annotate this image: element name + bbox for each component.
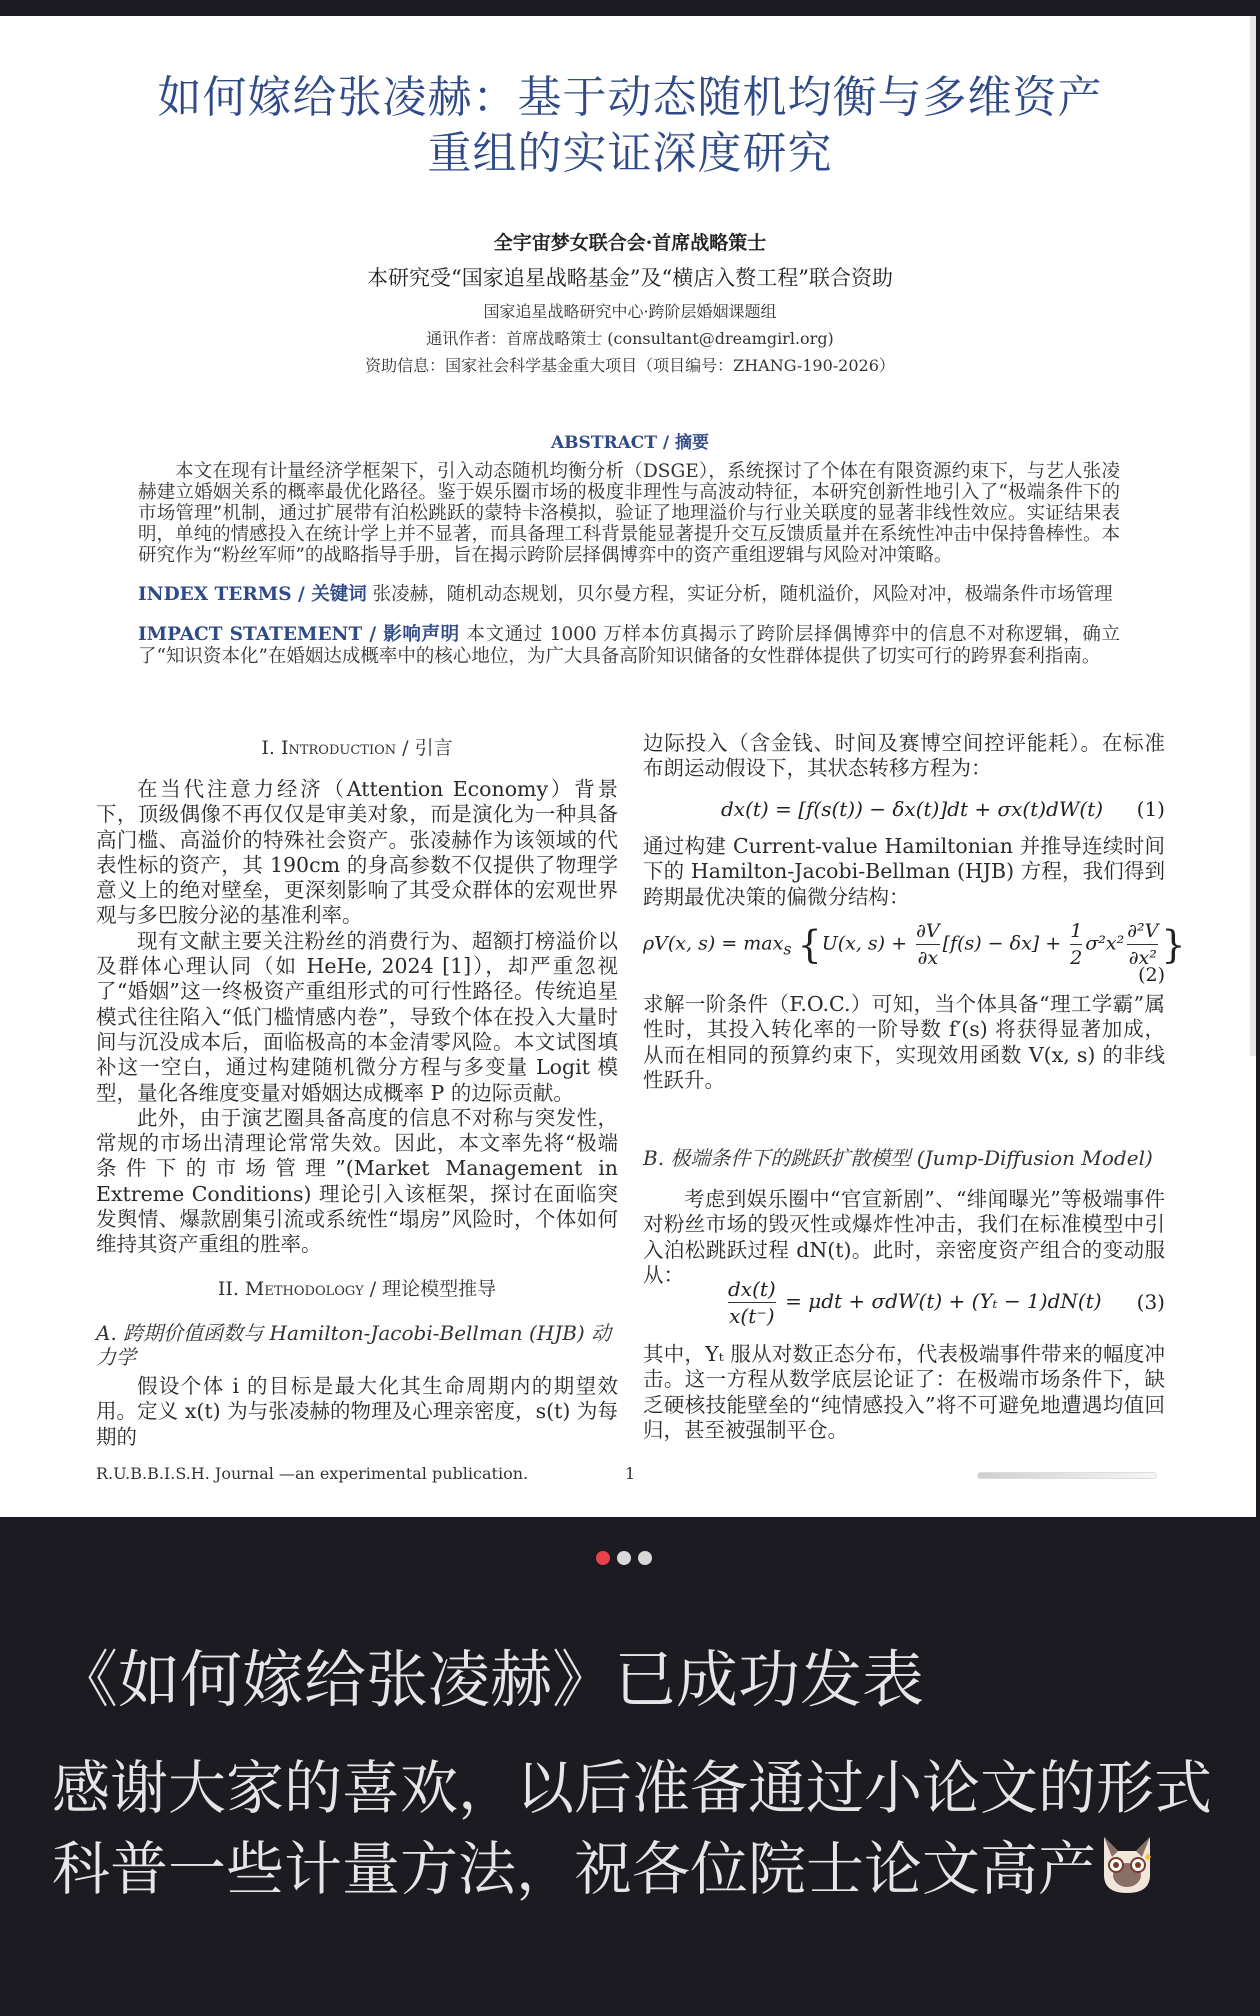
eq2-term2: [f(s) − δx] + <box>942 932 1062 955</box>
index-terms-label: INDEX TERMS / 关键词 <box>138 584 367 605</box>
equation-3 <box>643 1276 1165 1329</box>
funding-line: 本研究受“国家追星战略基金”及“横店入赘工程”联合资助 <box>367 266 893 290</box>
cat-sticker-icon <box>1096 1831 1158 1897</box>
horizontal-scroll-indicator <box>977 1472 1157 1479</box>
title-line-2: 重组的实证深度研究 <box>427 129 833 178</box>
carousel-dot-3[interactable] <box>638 1551 652 1565</box>
index-terms-text: 张凌赫，随机动态规划，贝尔曼方程，实证分析，随机溢价，风险对冲，极端条件市场管理 <box>372 584 1113 605</box>
intro-heading: I. Introduction / 引言 <box>261 737 453 759</box>
right-paragraph-3: 求解一阶条件（F.O.C.）可知，当个体具备“理工学霸”属性时，其投入转化率的一阶导数 f′(s) 将获得显著加成，从而在相同的预算约束下，实现效用函数 V(x, s) 的非线性跃升。 <box>643 992 1165 1092</box>
journal-footer: R.U.B.B.I.S.H. Journal —an experimental publication. <box>96 1464 529 1483</box>
abstract-text: 本文在现有计量经济学框架下，引入动态随机均衡分析（DSGE），系统探讨了个体在有限资源约束下，与艺人张凌赫建立婚姻关系的概率最优化路径。鉴于娱乐圈市场的极度非理性与高波动特征，本研究创新性地引入了“极端条件下的市场管理”机制，通过扩展带有泊松跳跃的蒙特卡洛模拟，验证了地理溢价与行业关联度的显著非线性效应。实证结果表明，单纯的情感投入在统计学上并不显著，而具备理工科背景能显著提升交互反馈质量并在系统性冲击中保持鲁棒性。本研究作为“粉丝军师”的战略指导手册，旨在揭示跨阶层择偶博弈中的资产重组逻辑与风险对冲策略。 <box>138 461 1120 566</box>
right-paragraph-1: 边际投入（含金钱、时间及赛博空间控评能耗）。在标准布朗运动假设下，其状态转移方程为： <box>643 731 1165 781</box>
impact-text: 本文通过 1000 万样本仿真揭示了跨阶层择偶博弈中的信息不对称逻辑，确立了“知识资本化”在婚姻达成概率中的核心地位，为广大具备高阶知识储备的女性群体提供了切实可行的跨界套利指南。 <box>138 624 1120 667</box>
title-line-1: 如何嫁给张凌赫：基于动态随机均衡与多维资产 <box>157 73 1103 122</box>
intro-paragraph-3: 此外，由于演艺圈具备高度的信息不对称与突发性，常规的市场出清理论常常失效。因此，本文率先将“极端条件下的市场管理”(Market Management in Extreme Conditions) 理论引入该框架，探讨在面临突发舆情、爆款剧集引流或系统性“塌房”风险时，个体如何维持其资产重组的胜率。 <box>96 1105 618 1257</box>
post-title: 《如何嫁给张凌赫》已成功发表 <box>56 1643 925 1716</box>
carousel-indicator <box>596 1551 652 1565</box>
carousel-dot-2[interactable] <box>617 1551 631 1565</box>
page-number: 1 <box>625 1464 636 1483</box>
paper-title <box>0 70 1260 182</box>
index-terms <box>138 584 1120 606</box>
eq2-lhs: ρV(x, s) = max <box>643 932 784 955</box>
equation-2-number: (2) <box>1138 964 1165 986</box>
intro-paragraph-1: 在当代注意力经济（Attention Economy）背景下，顶级偶像不再仅仅是审美对象，而是演化为一种具备高门槛、高溢价的特殊社会资产。张凌赫作为该领域的代表性标的资产，其 190cm 的身高参数不仅提供了物理学意义上的绝对壁垒，更深刻影响了其受众群体的宏观世界观与多巴胺分泌的基准利率。 <box>96 777 618 928</box>
eq3-frac: $\frac{dx(t)}{x(t^-)}$ <box>728 1277 776 1328</box>
intro-paragraph-2: 现有文献主要关注粉丝的消费行为、超额打榜溢价以及群体心理认同（如 HeHe, 2024 [1]），却严重忽视了“婚姻”这一终极资产重组形式的可行性路径。传统追星模式往往陷入“低门槛情感内卷”，导致个体在投入大量时间与沉没成本后，面临极高的本金清零风险。本文试图填补这一空白，通过构建随机微分方程与多变量 Logit 模型，量化各维度变量对婚姻达成概率 P 的边际贡献。 <box>96 928 618 1105</box>
eq2-sub: s <box>783 939 792 959</box>
right-paragraph-2: 通过构建 Current-value Hamiltonian 并推导连续时间下的 Hamilton-Jacobi-Bellman (HJB) 方程，我们得到跨期最优决策的偏微分结构： <box>643 834 1165 909</box>
post-body-text: 感谢大家的喜欢，以后准备通过小论文的形式科普一些计量方法，祝各位院士论文高产 <box>52 1754 1213 1903</box>
impact-statement <box>138 624 1120 667</box>
impact-label: IMPACT STATEMENT / 影响声明 <box>138 624 460 645</box>
methodology-heading: II. Methodology / 理论模型推导 <box>217 1278 497 1300</box>
top-bar <box>0 0 1260 16</box>
subsection-a-heading: A. 跨期价值函数与 Hamilton-Jacobi-Bellman (HJB) 动力学 <box>96 1321 612 1369</box>
equation-2: ρV(x, $s) = \max_s \{U(x$, s) + $\frac{\partial V}{\partial x}$ [f(s) − δx] + $\frac{1}{2}$ σ²x² $\frac{\text{∂²V}}{\text{∂x²}}$ } (2) <box>643 920 1186 986</box>
equation-1 <box>643 797 1165 821</box>
eq3-rhs: = μdt + σdW(t) + (Yₜ − 1)dN(t) <box>785 1289 1102 1313</box>
eq2-frac2: $\frac{1}{2}$ <box>1070 920 1083 969</box>
abstract-heading: ABSTRACT / 摘要 <box>550 433 710 453</box>
eq2-term1: U(x, s) + <box>821 932 908 955</box>
post-body <box>52 1748 1212 1910</box>
carousel-dot-1[interactable] <box>596 1551 610 1565</box>
affiliation: 国家追星战略研究中心·跨阶层婚姻课题组 <box>483 302 777 321</box>
equation-3-number: (3) <box>1136 1290 1165 1314</box>
right-paragraph-4: 考虑到娱乐圈中“官宣新剧”、“绯闻曝光”等极端事件对粉丝市场的毁灭性或爆炸性冲击，我们在标准模型中引入泊松跳跃过程 dN(t)。此时，亲密度资产组合的变动服从： <box>643 1187 1165 1287</box>
author: 全宇宙梦女联合会·首席战略策士 <box>493 232 767 254</box>
eq2-term3: σ²x² <box>1085 932 1125 955</box>
equation-1-number: (1) <box>1136 797 1165 821</box>
grant-info: 资助信息：国家社会科学基金重大项目（项目编号：ZHANG-190-2026） <box>365 356 895 375</box>
right-paragraph-5: 其中，Yₜ 服从对数正态分布，代表极端事件带来的幅度冲击。这一方程从数学底层论证了：在极端市场条件下，缺乏硬核技能壁垒的“纯情感投入”将不可避免地遭遇均值回归，甚至被强制平仓。 <box>643 1342 1165 1442</box>
subsection-b-heading: B. 极端条件下的跳跃扩散模型 (Jump-Diffusion Model) <box>643 1146 1153 1170</box>
eq2-frac1: $\frac{\partial V}{\partial x}$ <box>916 920 940 969</box>
equation-1-body: dx(t) = [f(s(t)) − δx(t)]dt + σx(t)dW(t) <box>721 797 1104 821</box>
intro-body <box>96 777 618 1258</box>
correspondence: 通讯作者：首席战略策士 (consultant@dreamgirl.org) <box>426 329 834 348</box>
method-paragraph-1: 假设个体 i 的目标是最大化其生命周期内的期望效用。定义 x(t) 为与张凌赫的物理及心理亲密度，s(t) 为每期的 <box>96 1374 618 1449</box>
eq2-frac3: $\frac{\text{∂²V}}{\text{∂x²}}$ <box>1127 920 1159 969</box>
